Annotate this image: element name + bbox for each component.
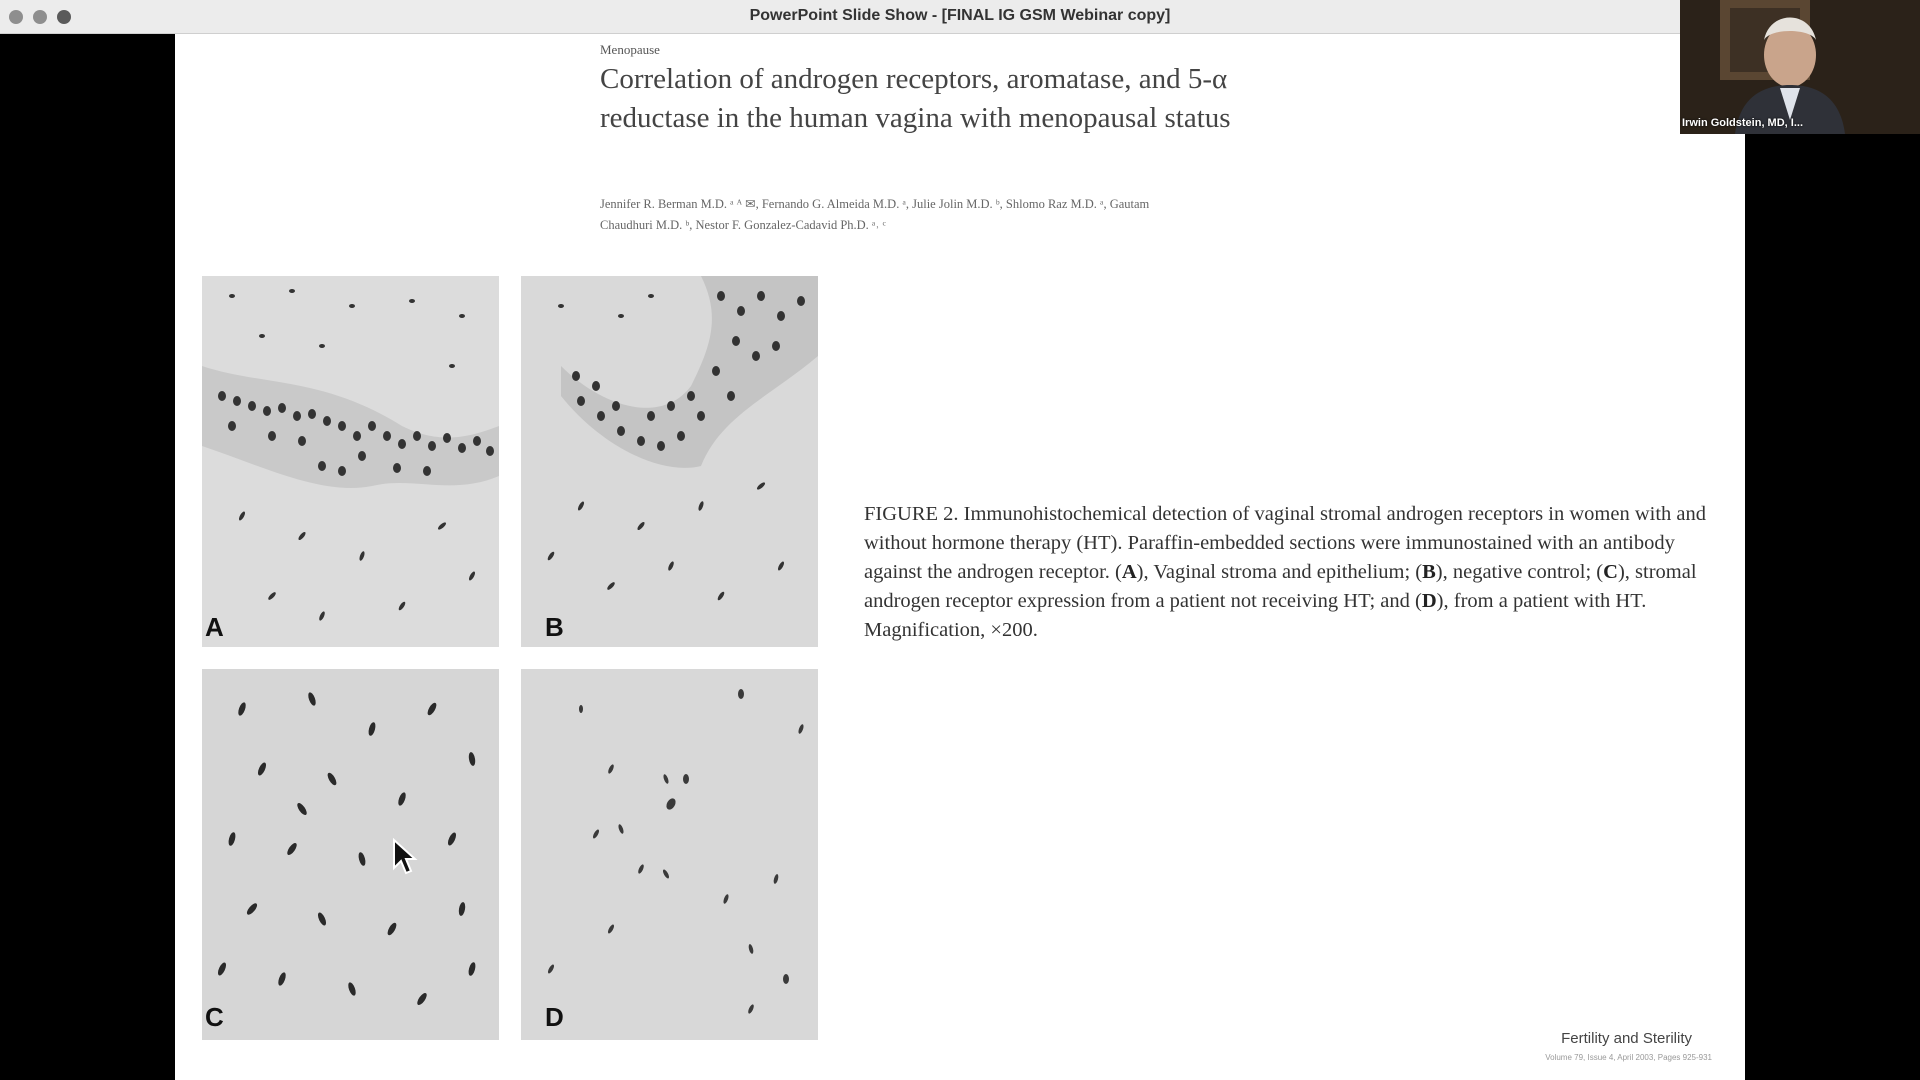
caption-ref-a: A (1121, 561, 1137, 583)
figure-caption (864, 500, 1714, 645)
authors-line-2: Chaudhuri M.D. ᵇ, Nestor F. Gonzalez-Cadavid Ph.D. ᵃ˒ ᶜ (600, 218, 886, 232)
panel-label-a: A (205, 612, 224, 642)
caption-ref-d: D (1421, 590, 1437, 612)
journal-name: Fertility and Sterility (1561, 1030, 1692, 1047)
caption-ref-c: C (1603, 561, 1618, 583)
caption-text: ), from a patient with HT. Magnification, ×200. (864, 590, 1647, 641)
webcam-video-tile[interactable] (1680, 0, 1920, 134)
authors (600, 194, 1240, 236)
micrograph-panel-d (521, 669, 818, 1040)
micrograph-panel-b (521, 276, 818, 647)
window-title: PowerPoint Slide Show - [FINAL IG GSM Webinar copy] (749, 7, 1171, 24)
caption-text: ), negative control; ( (1435, 561, 1604, 583)
window-titlebar (0, 0, 1920, 34)
section-label: Menopause (600, 42, 660, 57)
micrograph-panel-a (202, 276, 499, 647)
panel-label-b: B (545, 612, 564, 642)
panel-label-d: D (545, 1002, 564, 1032)
caption-text: ), stromal androgen receptor expression from a patient not receiving HT; and ( (864, 561, 1697, 612)
journal-citation: Volume 79, Issue 4, April 2003, Pages 925-931 (1545, 1053, 1712, 1062)
webcam-person-image (1680, 0, 1920, 134)
caption-text: FIGURE 2. Immunohistochemical detection of vaginal stromal androgen receptors in women with and without hormone therapy (HT). Paraffin-embedded sections were immunostained with an antibody against the androgen receptor. ( (864, 503, 1707, 583)
mouse-pointer-icon (392, 838, 418, 876)
participant-name: Irwin Goldstein, MD, I... (1682, 117, 1804, 129)
article-title: Correlation of androgen receptors, aromatase, and 5-α reductase in the human vagina with menopausal status (600, 63, 1231, 134)
caption-text: ), Vaginal stroma and epithelium; ( (1136, 561, 1423, 583)
slide[interactable] (175, 34, 1745, 1080)
authors-line-1: Jennifer R. Berman M.D. ᵃ ᴬ ✉, Fernando G. Almeida M.D. ᵃ, Julie Jolin M.D. ᵇ, Shlomo Raz M.D. ᵃ, Gautam (600, 197, 1150, 211)
panel-label-c: C (205, 1002, 224, 1032)
caption-ref-b: B (1422, 561, 1436, 583)
micrograph-panel-c (202, 669, 499, 1040)
